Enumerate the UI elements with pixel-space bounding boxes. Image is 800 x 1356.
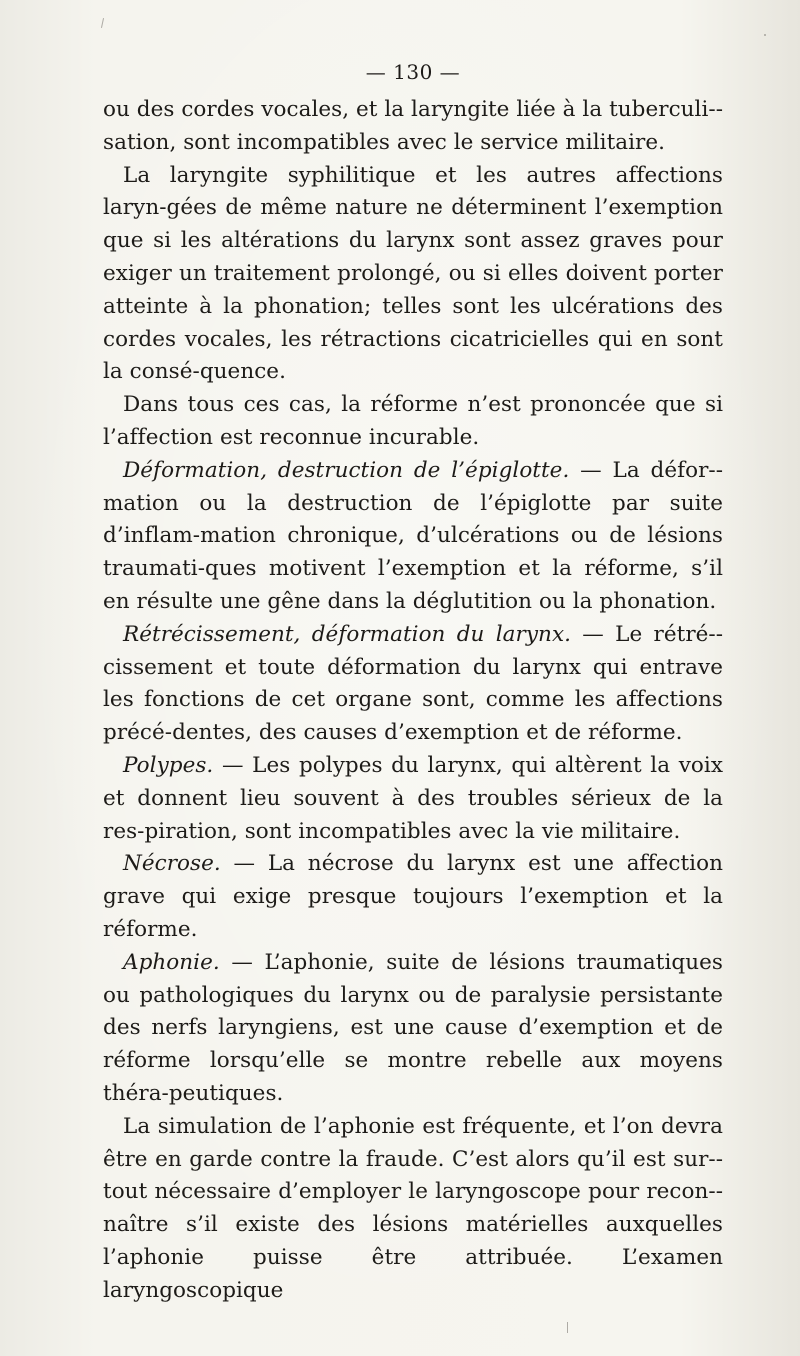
paper-speck bbox=[101, 18, 104, 28]
paragraph-incurable: Dans tous ces cas, la réforme n’est prononcée que si l’affection est reconnue incurable. bbox=[103, 392, 723, 450]
section-text-epiglottis: — La défor-mation ou la destruction de l’épiglotte par suite d’inflam-mation chronique, d’ulcérations ou de lésions traumati-ques motivent l’exemption et la réforme, s’il en résulte une gêne dans la déglutition ou la phonation. bbox=[103, 457, 723, 614]
section-text-necrosis: — La nécrose du larynx est une affection grave qui exige presque toujours l’exemption et la réforme. bbox=[103, 851, 723, 942]
paper-speck bbox=[764, 34, 766, 36]
section-heading-larynx-narrowing: Rétrécissement, déformation du larynx. bbox=[123, 621, 572, 647]
paper-speck bbox=[567, 1322, 568, 1333]
page-text-block bbox=[103, 56, 723, 1307]
section-heading-aphonia: Aphonie. bbox=[123, 949, 220, 975]
section-heading-epiglottis: Déformation, destruction de l’épiglotte. bbox=[123, 457, 570, 483]
section-heading-necrosis: Nécrose. bbox=[123, 851, 221, 877]
paragraph-continuation: ou des cordes vocales, et la laryngite liée à la tuberculi-sation, sont incompatibles avec le service militaire. bbox=[103, 97, 723, 155]
section-text-polyps: — Les polypes du larynx, qui altèrent la voix et donnent lieu souvent à des troubles sérieux de la res-piration, sont incompatibles avec la vie militaire. bbox=[103, 752, 723, 844]
section-necrosis bbox=[103, 848, 723, 946]
section-larynx-narrowing bbox=[103, 619, 723, 750]
section-heading-polyps: Polypes. bbox=[123, 752, 214, 778]
section-epiglottis bbox=[103, 455, 723, 619]
section-polyps bbox=[103, 750, 723, 848]
section-aphonia bbox=[103, 947, 723, 1111]
page-number: — 130 — bbox=[365, 60, 461, 84]
section-text-larynx-narrowing: — Le rétré-cissement et toute déformation du larynx qui entrave les fonctions de cet organe sont, comme les affections précé-dentes, des causes d’exemption et de réforme. bbox=[103, 621, 723, 746]
paragraph-aphonia-simulation: La simulation de l’aphonie est fréquente, et l’on devra être en garde contre la fraude. C’est alors qu’il est sur-tout nécessaire d’employer le laryngoscope pour recon-naître s’il existe des lésions matérielles auxquelles l’aphonie puisse être attribuée. L’examen laryngoscopique bbox=[103, 1113, 723, 1303]
paragraph-syphilitic-laryngitis: La laryngite syphilitique et les autres affections laryn-gées de même nature ne déterminent l’exemption que si les altérations du larynx sont assez graves pour exiger un traitement prolongé, ou si elles doivent porter atteinte à la phonation; telles sont les ulcérations des cordes vocales, les rétractions cicatricielles qui en sont la consé-quence. bbox=[103, 162, 723, 385]
section-text-aphonia: — L’aphonie, suite de lésions traumatiques ou pathologiques du larynx ou de paralysie persistante des nerfs laryngiens, est une cause d’exemption et de réforme lorsqu’elle se montre rebelle aux moyens théra-peutiques. bbox=[103, 949, 723, 1106]
